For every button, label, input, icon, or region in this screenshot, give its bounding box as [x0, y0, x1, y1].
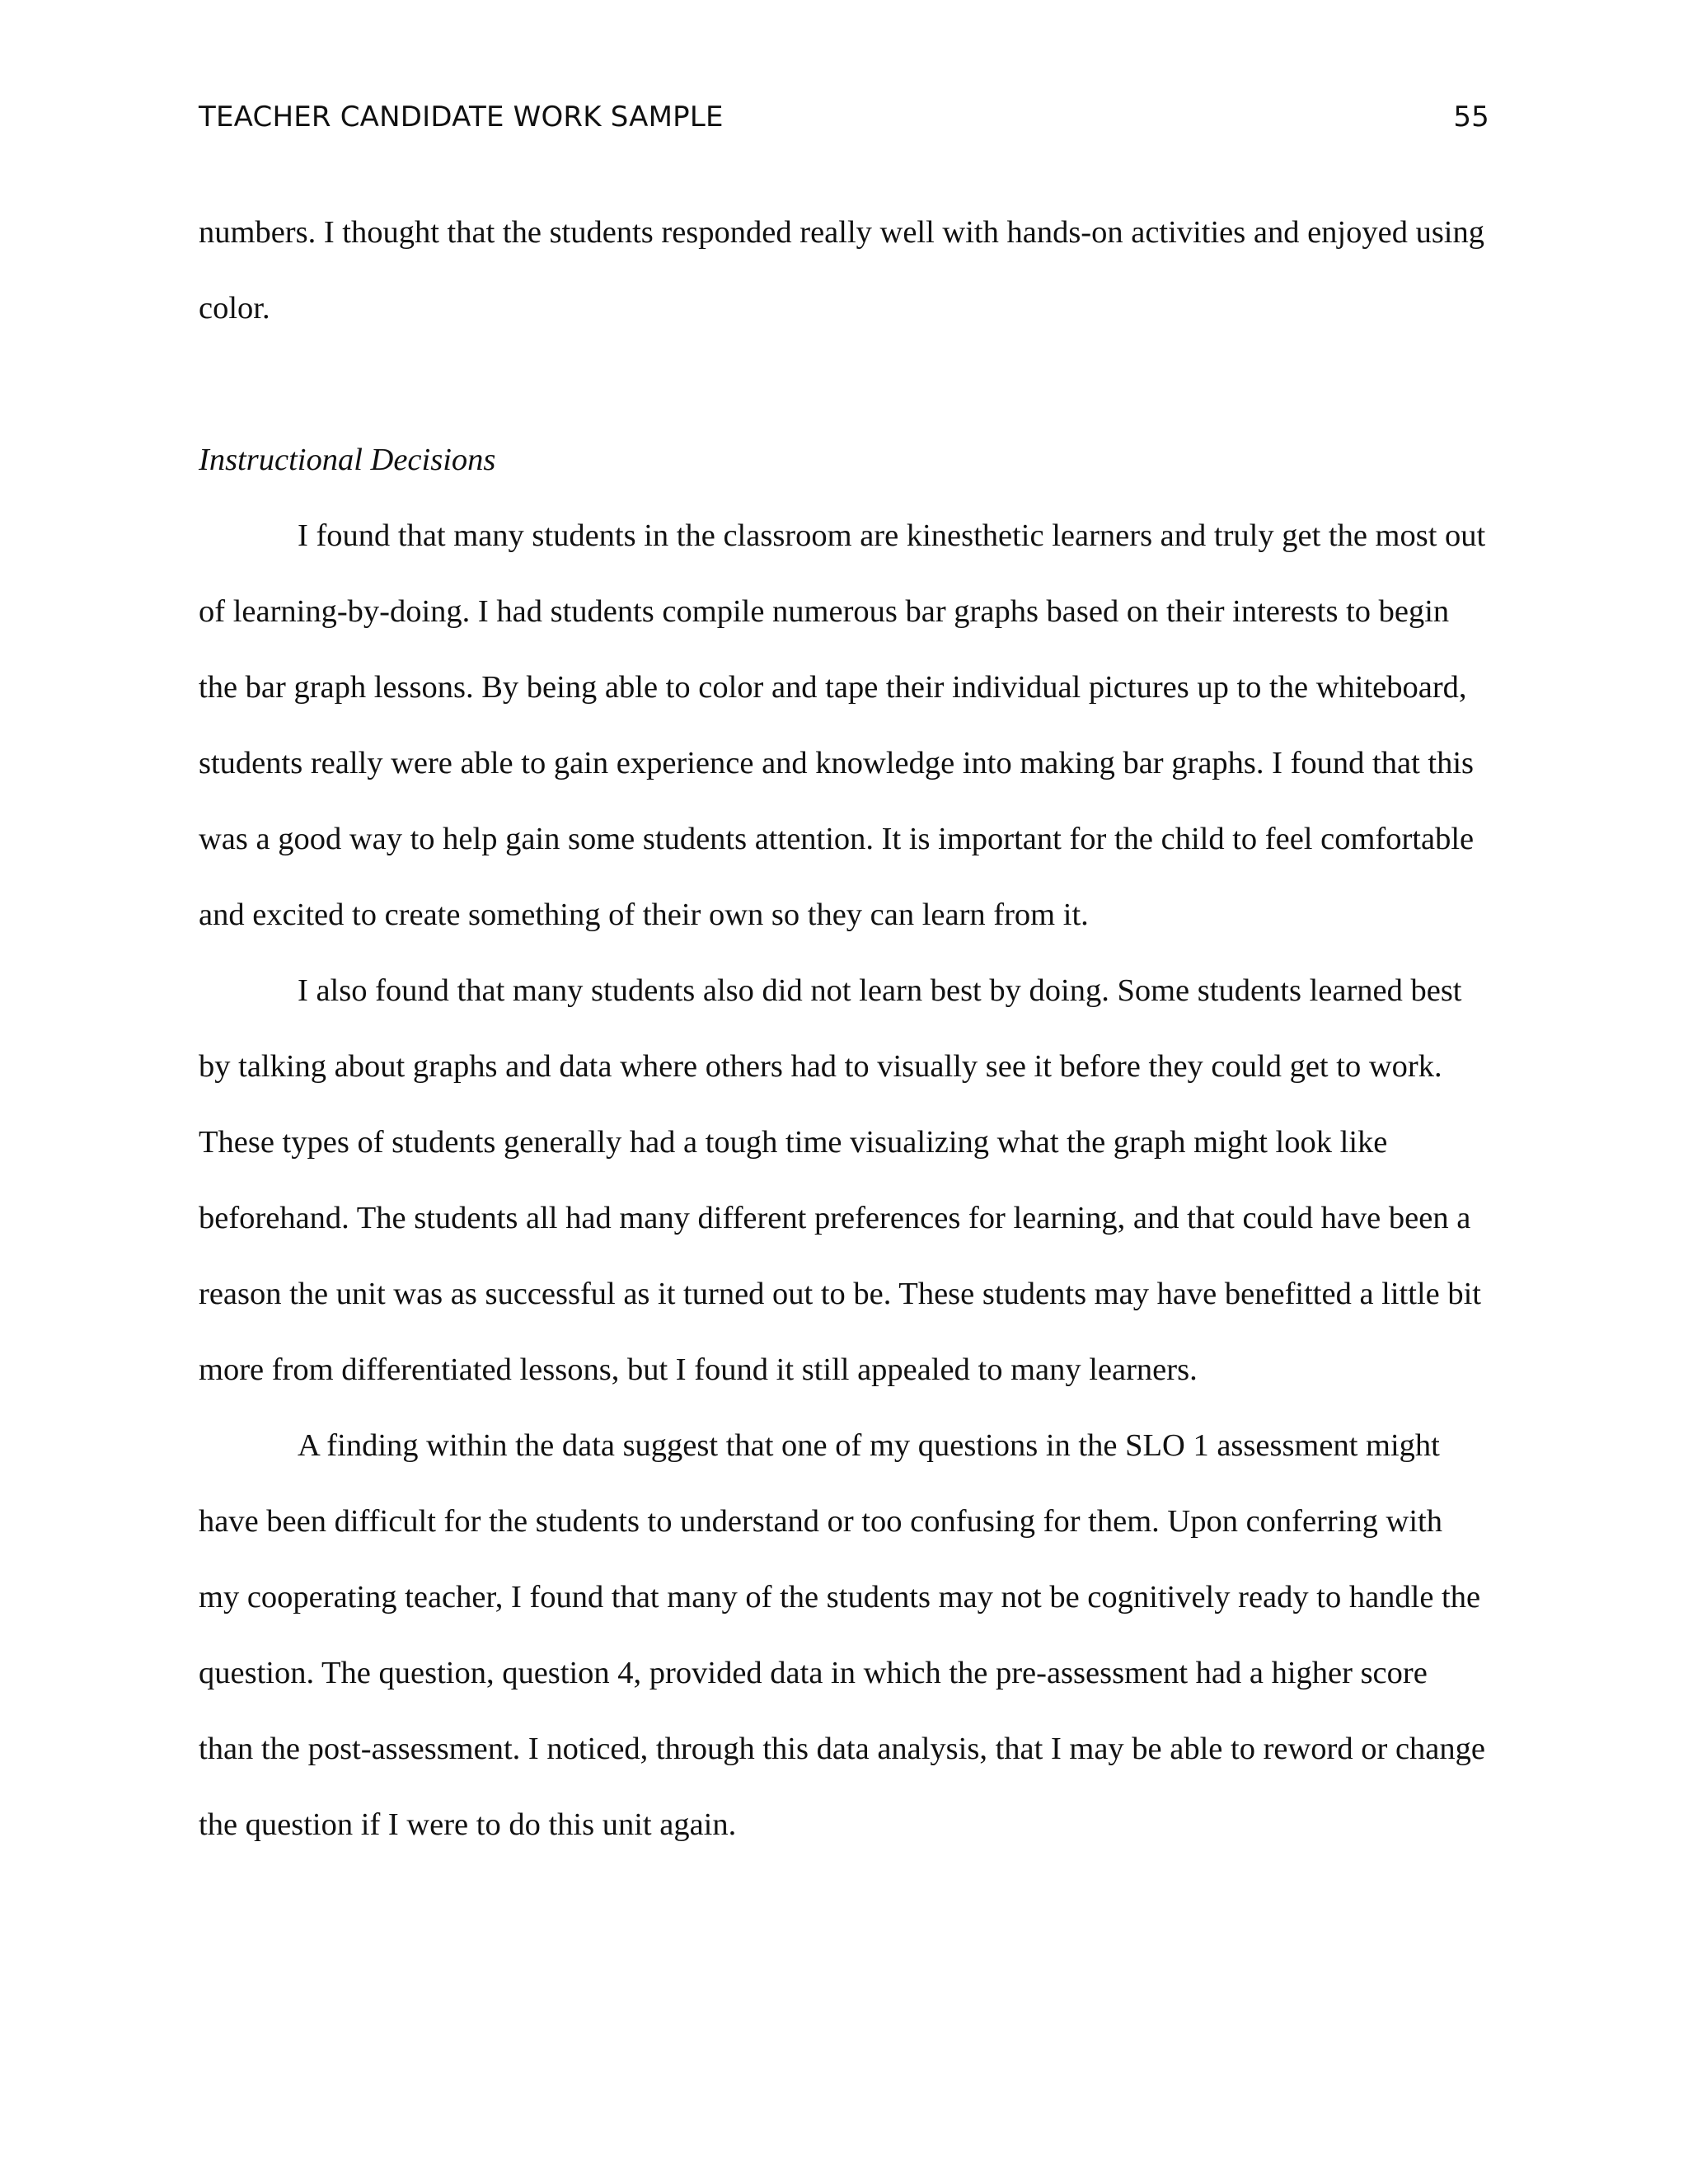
section-heading: Instructional Decisions	[199, 443, 496, 477]
opening-paragraph: numbers. I thought that the students responded really well with hands-on activities and enjoyed using color.	[199, 215, 1485, 326]
running-title: TEACHER CANDIDATE WORK SAMPLE	[199, 101, 724, 134]
paragraph: I found that many students in the classroom are kinesthetic learners and truly get the most out of learning-by-doing. I had students compile numerous bar graphs based on their interests to begin the bar graph lessons. By being able to color and tape their individual pictures up to the whiteboard, students really were able to gain experience and knowledge into making bar graphs. I found that this was a good way to help gain some students attention. It is important for the child to feel comfortable and excited to create something of their own so they can learn from it.	[199, 518, 1486, 932]
page-number: 55	[1453, 101, 1489, 134]
paragraph: A finding within the data suggest that one of my questions in the SLO 1 assessment might have been difficult for the students to understand or too confusing for them. Upon conferring with my cooperating teacher, I found that many of the students may not be cognitively ready to handle the question. The question, question 4, provided data in which the pre-assessment had a higher score than the post-assessment. I noticed, through this data analysis, that I may be able to reword or change the question if I were to do this unit again.	[199, 1428, 1485, 1842]
body-text	[199, 194, 1489, 1863]
running-head	[199, 101, 1489, 142]
paragraph: I also found that many students also did not learn best by doing. Some students learned best by talking about graphs and data where others had to visually see it before they could get to work. These types of students generally had a tough time visualizing what the graph might look like beforehand. The students all had many different preferences for learning, and that could have been a reason the unit was as successful as it turned out to be. These students may have benefitted a little bit more from differentiated lessons, but I found it still appealed to many learners.	[199, 973, 1481, 1387]
